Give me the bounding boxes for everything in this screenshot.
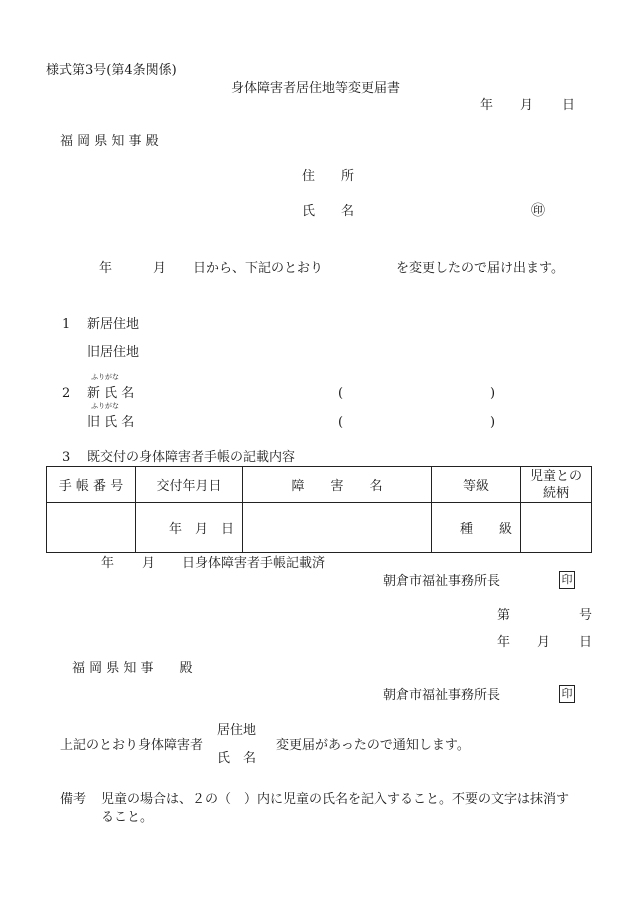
- notice-dai: 第: [497, 608, 511, 623]
- paren-open-old: (: [338, 415, 344, 430]
- seal-mark: ㊞: [531, 203, 545, 219]
- date-month: 月: [520, 98, 534, 113]
- notice-day: 日: [579, 635, 593, 650]
- item-2-number: 2: [62, 386, 71, 401]
- notice-office: 朝倉市福祉事務所長: [383, 688, 501, 703]
- remarks-line-1: 児童の場合は、２の（ ）内に児童の氏名を記入すること。不要の文字は抹消す: [101, 792, 570, 807]
- address-label: 住 所: [302, 169, 355, 184]
- date-day: 日: [562, 98, 576, 113]
- paren-close-new: ): [490, 386, 496, 401]
- cell-kinship[interactable]: [521, 503, 592, 553]
- cell-issue-date[interactable]: 年 月 日: [136, 503, 243, 553]
- paren-open-new: (: [338, 386, 344, 401]
- remarks-line-2: ること。: [101, 810, 154, 825]
- item-1-number: 1: [62, 317, 71, 332]
- notice-seal-box: 印: [559, 685, 575, 703]
- new-name-label: 新 氏 名: [87, 386, 135, 401]
- new-address-label: 新居住地: [87, 317, 140, 332]
- record-year: 年: [101, 556, 115, 571]
- record-seal-box: 印: [559, 571, 575, 589]
- cell-certificate-number[interactable]: [47, 503, 136, 553]
- date-year: 年: [480, 98, 494, 113]
- notice-go: 号: [579, 608, 593, 623]
- col-kinship-line-2: 続柄: [542, 485, 569, 501]
- notice-residence: 居住地: [217, 723, 257, 738]
- table-row: [47, 503, 592, 553]
- notice-name: 氏 名: [217, 751, 257, 766]
- notice-body-prefix: 上記のとおり身体障害者: [60, 738, 204, 753]
- record-office: 朝倉市福祉事務所長: [383, 574, 501, 589]
- certificate-heading: 既交付の身体障害者手帳の記載内容: [87, 450, 296, 465]
- name-label: 氏 名: [302, 204, 355, 219]
- form-number: 様式第3号(第4条関係): [46, 63, 177, 78]
- statement-day-from: 日から、下記のとおり: [193, 261, 324, 276]
- furigana-new: ふりがな: [91, 373, 119, 381]
- notice-body-suffix: 変更届があったので通知します。: [276, 738, 470, 753]
- paren-close-old: ): [490, 415, 496, 430]
- notice-recipient: 福 岡 県 知 事 殿: [72, 661, 193, 676]
- col-kinship: [521, 467, 592, 503]
- table-header-row: [47, 467, 592, 503]
- col-kinship-line-1: 児童との: [529, 468, 582, 484]
- item-3-number: 3: [62, 450, 71, 465]
- old-name-label: 旧 氏 名: [87, 415, 135, 430]
- form-title: 身体障害者居住地等変更届書: [231, 81, 401, 96]
- recipient-governor: 福 岡 県 知 事 殿: [60, 134, 159, 149]
- statement-year: 年: [99, 261, 113, 276]
- cell-grade[interactable]: 種 級: [432, 503, 521, 553]
- statement-changed: を変更したので届け出ます。: [396, 261, 564, 276]
- remarks-label: 備考: [60, 792, 87, 807]
- furigana-old: ふりがな: [91, 402, 119, 410]
- notice-year: 年: [497, 635, 511, 650]
- statement-month: 月: [153, 261, 167, 276]
- notice-month: 月: [537, 635, 551, 650]
- record-recorded: 日身体障害者手帳記載済: [182, 556, 326, 571]
- old-address-label: 旧居住地: [87, 345, 140, 360]
- cell-disability-name[interactable]: [243, 503, 432, 553]
- col-certificate-number: 手 帳 番 号: [47, 467, 136, 503]
- col-grade: 等級: [432, 467, 521, 503]
- record-month: 月: [142, 556, 156, 571]
- certificate-table: [46, 466, 592, 553]
- col-disability-name: 障 害 名: [243, 467, 432, 503]
- col-issue-date: 交付年月日: [136, 467, 243, 503]
